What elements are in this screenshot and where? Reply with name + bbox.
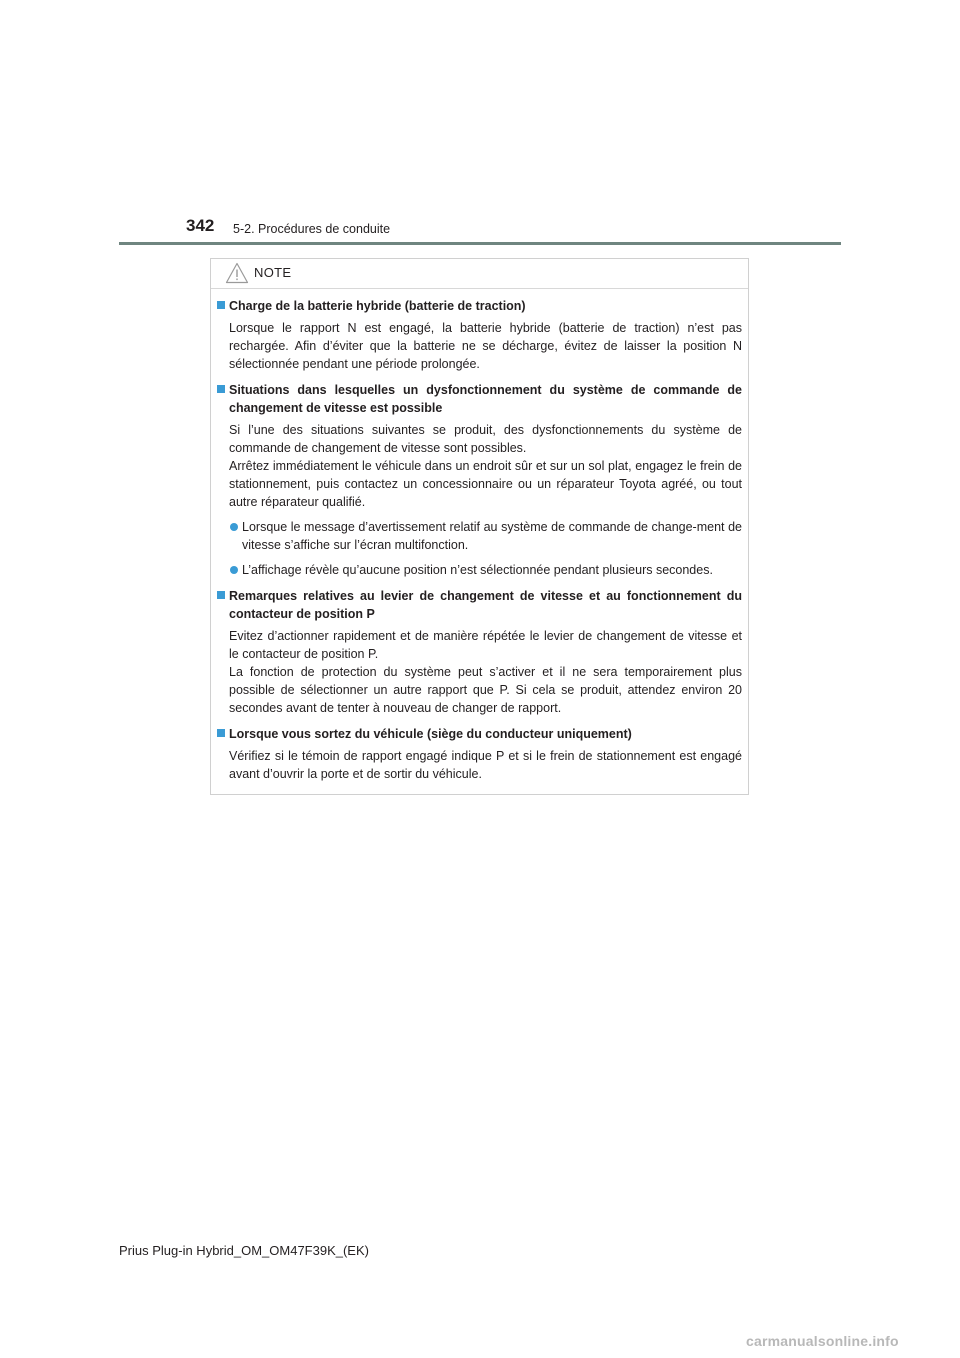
footer-model-code: Prius Plug-in Hybrid_OM_OM47F39K_(EK) (119, 1243, 369, 1258)
item-text (229, 319, 742, 373)
warning-icon (225, 262, 249, 284)
item-title: Remarques relatives au levier de changement de vitesse et au fonctionnement du contacteur de position P (229, 589, 742, 621)
note-body (211, 297, 748, 791)
item-paragraph: Arrêtez immédiatement le véhicule dans un endroit sûr et sur un sol plat, engagez le frein de stationnement, puis contactez un concessionnaire ou un réparateur Toyota agréé, ou tout autre réparateur qualifié. (229, 459, 742, 509)
section-label: 5-2. Procédures de conduite (233, 222, 391, 236)
item-text (229, 747, 742, 783)
round-bullet-icon (230, 523, 238, 531)
note-header (211, 259, 748, 289)
note-item (211, 297, 748, 373)
square-bullet-icon (217, 729, 225, 737)
note-item (211, 725, 748, 783)
list-item (229, 518, 742, 554)
note-title: NOTE (254, 265, 292, 280)
list-item (229, 561, 742, 579)
item-paragraph: Lorsque le rapport N est engagé, la batterie hybride (batterie de traction) n’est pas rechargée. Afin d’éviter que la batterie ne se décharge, évitez de laisser la position N sélectionnée pendant une période prolongée. (229, 321, 742, 371)
item-title: Lorsque vous sortez du véhicule (siège du conducteur uniquement) (229, 727, 632, 741)
square-bullet-icon (217, 301, 225, 309)
item-text (229, 627, 742, 717)
header-rule (119, 242, 841, 245)
item-paragraph: La fonction de protection du système peut s’activer et il ne sera temporairement plus possible de sélectionner un autre rapport que P. Si cela se produit, attendez environ 20 secondes avant de tenter à nouveau de changer de rapport. (229, 665, 742, 715)
square-bullet-icon (217, 385, 225, 393)
item-paragraph: Evitez d’actionner rapidement et de manière répétée le levier de changement de vitesse et le contacteur de position P. (229, 629, 742, 661)
note-box (210, 258, 749, 795)
list-item-text: L’affichage révèle qu’aucune position n’est sélectionnée pendant plusieurs secondes. (242, 563, 713, 577)
watermark: carmanualsonline.info (746, 1333, 899, 1349)
note-item (211, 381, 748, 579)
note-item (211, 587, 748, 717)
page-number: 342 (186, 216, 215, 235)
round-bullet-icon (230, 566, 238, 574)
square-bullet-icon (217, 591, 225, 599)
item-title: Situations dans lesquelles un dysfonctionnement du système de commande de changement de vitesse est possible (229, 383, 742, 415)
list-item-text: Lorsque le message d’avertissement relatif au système de commande de change-ment de vitesse s’affiche sur l’écran multifonction. (242, 520, 742, 552)
item-paragraph: Vérifiez si le témoin de rapport engagé indique P et si le frein de stationnement est engagé avant d’ouvrir la porte et de sortir du véhicule. (229, 749, 742, 781)
item-text (229, 421, 742, 511)
item-title: Charge de la batterie hybride (batterie de traction) (229, 299, 526, 313)
item-paragraph: Si l’une des situations suivantes se produit, des dysfonctionnements du système de commande de changement de vitesse sont possibles. (229, 423, 742, 455)
page-header (0, 0, 960, 250)
